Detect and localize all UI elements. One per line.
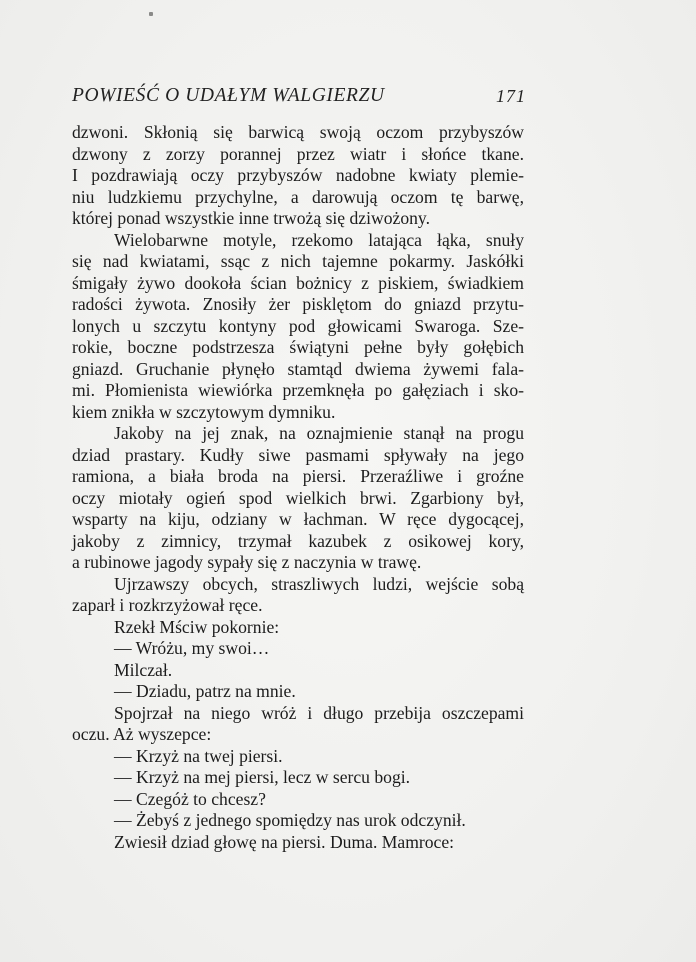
text-line: oczu. Aż wyszepce: xyxy=(72,724,212,744)
text-line: śmigały żywo dookoła ścian bożnicy z piskiem, świadkiem xyxy=(72,272,524,293)
text-line: I pozdrawiają oczy przybyszów nadobne kwiaty plemie- xyxy=(72,165,524,185)
body-text xyxy=(72,122,524,853)
text-line: której ponad wszystkie inne trwożą się dziwożony. xyxy=(72,208,430,228)
dialogue-line: — Żebyś z jednego spomiędzy nas urok odczynił. xyxy=(114,810,466,830)
dialogue-line: — Krzyż na mej piersi, lecz w sercu bogi. xyxy=(114,767,411,787)
text-line: Zwiesił dziad głowę na piersi. Duma. Mamroce: xyxy=(114,831,455,852)
text-line: Ujrzawszy obcych, straszliwych ludzi, wejście sobą xyxy=(114,573,524,594)
text-line: dzwoni. Skłonią się barwicą swoją oczom przybyszów xyxy=(72,122,524,142)
text-line: lonych u szczytu kontyny pod głowicami Swaroga. Sze- xyxy=(72,315,524,336)
text-line: jakoby z zimnicy, trzymał kazubek z osikowej kory, xyxy=(72,530,524,551)
text-line: radości żywota. Znosiły żer pisklętom do gniazd przytu- xyxy=(72,294,524,314)
text-line: dziad prastary. Kudły siwe pasmami spływały na jego xyxy=(72,444,524,465)
text-line: Spojrzał na niego wróż i długo przebija oszczepami xyxy=(114,702,524,723)
paper-speck xyxy=(149,12,153,16)
text-line: Wielobarwne motyle, rzekomo latająca łąka, snuły xyxy=(114,229,524,250)
text-line: kiem znikła w szczytowym dymniku. xyxy=(72,401,336,422)
page-number: 171 xyxy=(496,86,526,106)
text-line: ramiona, a biała broda na piersi. Przeraźliwe i groźne xyxy=(72,466,524,486)
text-line: wsparty na kiju, odziany w łachman. W ręce dygocącej, xyxy=(72,509,524,529)
running-head-title: POWIEŚĆ O UDAŁYM WALGIERZU xyxy=(72,85,385,106)
text-line: niu ludzkiemu przychylne, a darowują oczom tę barwę, xyxy=(72,186,524,207)
dialogue-line: — Czegóż to chcesz? xyxy=(114,788,266,809)
dialogue-line: — Dziadu, patrz na mnie. xyxy=(114,681,296,701)
dialogue-line: — Wróżu, my swoi… xyxy=(114,638,270,658)
text-line: Jakoby na jej znak, na oznajmienie stanął na progu xyxy=(114,423,524,443)
text-line: gniazd. Gruchanie płynęło stamtąd dwiema żywemi fala- xyxy=(72,358,524,379)
text-line: a rubinowe jagody sypały się z naczynia w trawę. xyxy=(72,552,422,572)
text-line: mi. Płomienista wiewiórka przemknęła po gałęziach i sko- xyxy=(72,380,524,400)
text-line: dzwony z zorzy porannej przez wiatr i słońce tkane. xyxy=(72,143,524,164)
text-line: zaparł i rozkrzyżował ręce. xyxy=(72,595,263,615)
text-line: oczy miotały ogień spod wielkich brwi. Zgarbiony był, xyxy=(72,487,524,508)
running-head xyxy=(72,85,526,109)
text-line: Rzekł Mściw pokornie: xyxy=(114,616,280,637)
text-line: Milczał. xyxy=(114,659,173,680)
text-line: się nad kwiatami, ssąc z nich tajemne pokarmy. Jaskółki xyxy=(72,251,524,271)
dialogue-line: — Krzyż na twej piersi. xyxy=(114,745,283,766)
text-line: rokie, boczne podstrzesza świątyni pełne były gołębich xyxy=(72,337,524,357)
